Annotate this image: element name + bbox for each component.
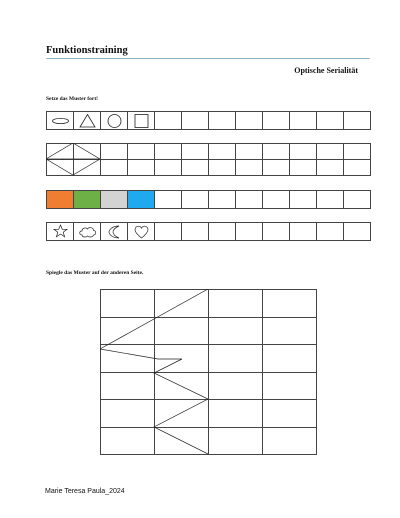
pattern-cell xyxy=(47,144,74,160)
empty-cell[interactable] xyxy=(182,191,209,209)
empty-cell[interactable] xyxy=(209,112,236,130)
empty-cell[interactable] xyxy=(344,112,371,130)
square-icon xyxy=(128,112,155,130)
pattern-grid-diamond xyxy=(46,143,371,176)
empty-cell[interactable] xyxy=(182,160,209,176)
moon-icon xyxy=(101,223,128,241)
empty-cell[interactable] xyxy=(155,160,182,176)
grid-cell xyxy=(101,373,155,401)
grid-cell[interactable] xyxy=(209,290,263,318)
title-divider xyxy=(46,58,370,59)
empty-cell[interactable] xyxy=(209,223,236,241)
empty-cell[interactable] xyxy=(344,160,371,176)
empty-cell[interactable] xyxy=(317,144,344,160)
grid-cell xyxy=(155,373,209,401)
empty-cell[interactable] xyxy=(317,191,344,209)
grid-cell[interactable] xyxy=(263,373,317,401)
empty-cell[interactable] xyxy=(182,112,209,130)
color-cell-orange xyxy=(47,191,74,209)
empty-cell[interactable] xyxy=(290,112,317,130)
pattern-cell xyxy=(74,160,101,176)
empty-cell[interactable] xyxy=(236,160,263,176)
instruction-mirror-pattern: Spiegle das Muster auf der anderen Seite. xyxy=(46,270,144,276)
pattern-grid-shapes xyxy=(46,111,371,130)
pattern-cell xyxy=(47,160,74,176)
grid-cell[interactable] xyxy=(209,318,263,346)
empty-cell[interactable] xyxy=(155,223,182,241)
footer-author: Marie Teresa Paula_2024 xyxy=(45,488,125,495)
grid-cell xyxy=(155,428,209,456)
pattern-cell xyxy=(47,223,74,241)
page-title: Funktionstraining xyxy=(46,45,128,56)
heart-icon xyxy=(128,223,155,241)
ellipse-icon xyxy=(47,112,74,130)
grid-cell xyxy=(101,345,155,373)
grid-cell[interactable] xyxy=(263,400,317,428)
empty-cell[interactable] xyxy=(101,160,128,176)
triangle-icon xyxy=(74,112,101,130)
pattern-cell xyxy=(74,112,101,130)
grid-cell xyxy=(101,318,155,346)
grid-cell[interactable] xyxy=(263,318,317,346)
mirror-grid xyxy=(100,289,317,455)
instruction-continue-pattern: Setze das Muster fort! xyxy=(46,96,98,102)
pattern-cell xyxy=(101,223,128,241)
grid-cell xyxy=(101,428,155,456)
pattern-cell xyxy=(47,112,74,130)
pattern-cell xyxy=(128,223,155,241)
empty-cell[interactable] xyxy=(182,144,209,160)
empty-cell[interactable] xyxy=(344,144,371,160)
empty-cell[interactable] xyxy=(290,160,317,176)
empty-cell[interactable] xyxy=(236,223,263,241)
pattern-grid-symbols xyxy=(46,222,371,241)
grid-cell[interactable] xyxy=(209,373,263,401)
empty-cell[interactable] xyxy=(317,223,344,241)
empty-cell[interactable] xyxy=(182,223,209,241)
empty-cell[interactable] xyxy=(263,160,290,176)
pattern-cell xyxy=(128,112,155,130)
empty-cell[interactable] xyxy=(128,160,155,176)
grid-cell xyxy=(155,318,209,346)
empty-cell[interactable] xyxy=(155,144,182,160)
empty-cell[interactable] xyxy=(209,160,236,176)
grid-cell[interactable] xyxy=(263,428,317,456)
grid-cell[interactable] xyxy=(209,428,263,456)
empty-cell[interactable] xyxy=(344,191,371,209)
empty-cell[interactable] xyxy=(155,112,182,130)
grid-cell[interactable] xyxy=(263,345,317,373)
empty-cell[interactable] xyxy=(290,191,317,209)
grid-cell xyxy=(155,400,209,428)
page-subtitle: Optische Serialität xyxy=(294,66,358,75)
empty-cell[interactable] xyxy=(128,144,155,160)
grid-cell xyxy=(155,345,209,373)
empty-cell[interactable] xyxy=(263,223,290,241)
grid-cell[interactable] xyxy=(263,290,317,318)
empty-cell[interactable] xyxy=(317,160,344,176)
pattern-cell xyxy=(101,112,128,130)
empty-cell[interactable] xyxy=(236,144,263,160)
circle-icon xyxy=(101,112,128,130)
empty-cell[interactable] xyxy=(236,112,263,130)
grid-cell[interactable] xyxy=(209,400,263,428)
grid-cell[interactable] xyxy=(209,345,263,373)
empty-cell[interactable] xyxy=(101,144,128,160)
pattern-grid-colors xyxy=(46,190,371,209)
pattern-cell xyxy=(74,144,101,160)
empty-cell[interactable] xyxy=(236,191,263,209)
empty-cell[interactable] xyxy=(209,191,236,209)
color-cell-green xyxy=(74,191,101,209)
empty-cell[interactable] xyxy=(209,144,236,160)
grid-cell xyxy=(101,400,155,428)
empty-cell[interactable] xyxy=(344,223,371,241)
empty-cell[interactable] xyxy=(290,144,317,160)
empty-cell[interactable] xyxy=(263,144,290,160)
star-icon xyxy=(47,223,74,241)
grid-cell xyxy=(155,290,209,318)
empty-cell[interactable] xyxy=(263,112,290,130)
color-cell-gray xyxy=(101,191,128,209)
empty-cell[interactable] xyxy=(263,191,290,209)
empty-cell[interactable] xyxy=(290,223,317,241)
grid-cell xyxy=(101,290,155,318)
color-cell-blue xyxy=(128,191,155,209)
empty-cell[interactable] xyxy=(155,191,182,209)
pattern-cell xyxy=(74,223,101,241)
empty-cell[interactable] xyxy=(317,112,344,130)
cloud-icon xyxy=(74,223,101,241)
